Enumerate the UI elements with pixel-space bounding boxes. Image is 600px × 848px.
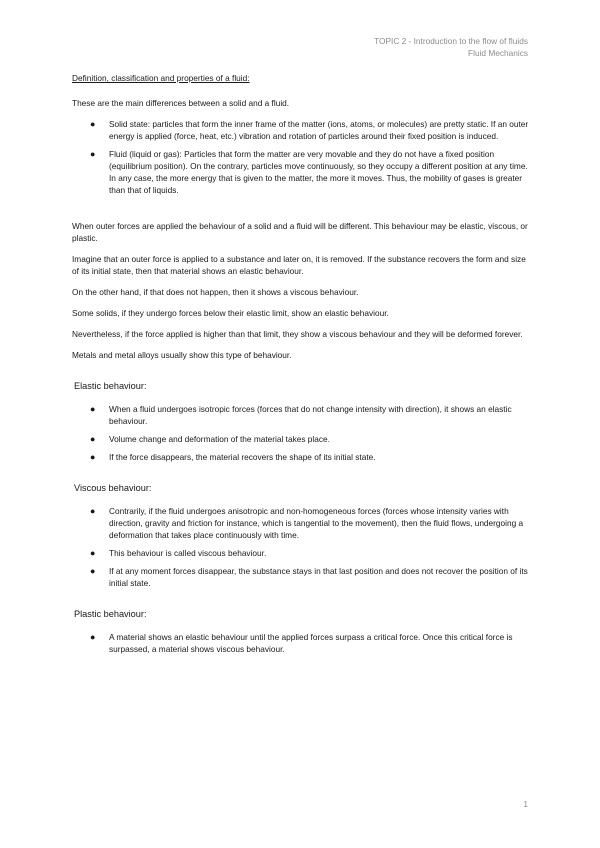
course-title: Fluid Mechanics xyxy=(468,48,528,58)
elastic-list xyxy=(72,403,534,463)
bullet-icon: ● xyxy=(90,566,96,576)
paragraph: Metals and metal alloys usually show this type of behaviour. xyxy=(72,350,292,360)
paragraph: Nevertheless, if the force applied is higher than that limit, they show a viscous behaviour and they will be deformed forever. xyxy=(72,329,523,339)
list-item xyxy=(90,505,534,541)
list-item xyxy=(90,148,534,196)
bullet-icon: ● xyxy=(90,548,96,558)
list-item-text: Contrarily, if the fluid undergoes anisotropic and non-homogeneous forces (forces whose intensity varies with direction, gravity and friction for instance, which is tangential to the movement), then the fluid flows, undergoing a deformation that takes place continuously with time. xyxy=(109,506,524,540)
list-item-text: When a fluid undergoes isotropic forces (forces that do not change intensity with direction), it shows an elastic behaviour. xyxy=(109,404,512,426)
page-number: 1 xyxy=(523,799,528,809)
bullet-icon: ● xyxy=(90,149,96,159)
topic-title: TOPIC 2 - Introduction to the flow of fluids xyxy=(374,36,528,46)
paragraph: When outer forces are applied the behaviour of a solid and a fluid will be different. This behaviour may be elastic, viscous, or plastic. xyxy=(72,221,528,243)
list-item xyxy=(90,451,534,463)
viscous-section-title: Viscous behaviour: xyxy=(74,483,152,493)
page-header xyxy=(374,35,528,59)
paragraph: Imagine that an outer force is applied to a substance and later on, it is removed. If the substance recovers the form and size of its initial state, then that material shows an elastic behaviour. xyxy=(72,254,526,276)
list-item-text: Solid state: particles that form the inner frame of the matter (ions, atoms, or molecules) are pretty static. If an outer energy is applied (force, heat, etc.) vibration and rotation of particles around their fixed position is induced. xyxy=(109,119,529,141)
bullet-icon: ● xyxy=(90,404,96,414)
paragraph: Some solids, if they undergo forces below their elastic limit, show an elastic behaviour. xyxy=(72,308,389,318)
plastic-section-title: Plastic behaviour: xyxy=(74,609,147,619)
list-item-text: A material shows an elastic behaviour until the applied forces surpass a critical force. Once this critical force is surpassed, a material shows viscous behaviour. xyxy=(109,632,513,654)
paragraph: On the other hand, if that does not happen, then it shows a viscous behaviour. xyxy=(72,287,359,297)
elastic-section-title: Elastic behaviour: xyxy=(74,381,147,391)
list-item xyxy=(90,403,534,427)
list-item xyxy=(90,433,534,445)
solid-fluid-list xyxy=(72,118,534,196)
intro-lead: These are the main differences between a solid and a fluid. xyxy=(72,98,290,108)
list-item xyxy=(90,631,534,655)
bullet-icon: ● xyxy=(90,632,96,642)
bullet-icon: ● xyxy=(90,506,96,516)
list-item xyxy=(90,565,534,589)
definition-heading: Definition, classification and properties of a fluid: xyxy=(72,73,250,83)
plastic-list xyxy=(72,631,534,655)
list-item-text: Volume change and deformation of the material takes place. xyxy=(109,434,330,444)
bullet-icon: ● xyxy=(90,434,96,444)
list-item-text: Fluid (liquid or gas): Particles that form the matter are very movable and they do not have a fixed position (equilibrium position). On the contrary, particles move continuously, so they occupy a different position at any time. In any case, the more energy that is given to the matter, the more it moves. Thus, the mobility of gases is greater than that of liquids. xyxy=(109,149,528,195)
list-item-text: If at any moment forces disappear, the substance stays in that last position and does not recover the position of its initial state. xyxy=(109,566,528,588)
list-item-text: This behaviour is called viscous behaviour. xyxy=(109,548,267,558)
bullet-icon: ● xyxy=(90,119,96,129)
list-item xyxy=(90,547,534,559)
document-body xyxy=(72,72,534,661)
bullet-icon: ● xyxy=(90,452,96,462)
list-item-text: If the force disappears, the material recovers the shape of its initial state. xyxy=(109,452,376,462)
list-item xyxy=(90,118,534,142)
viscous-list xyxy=(72,505,534,589)
